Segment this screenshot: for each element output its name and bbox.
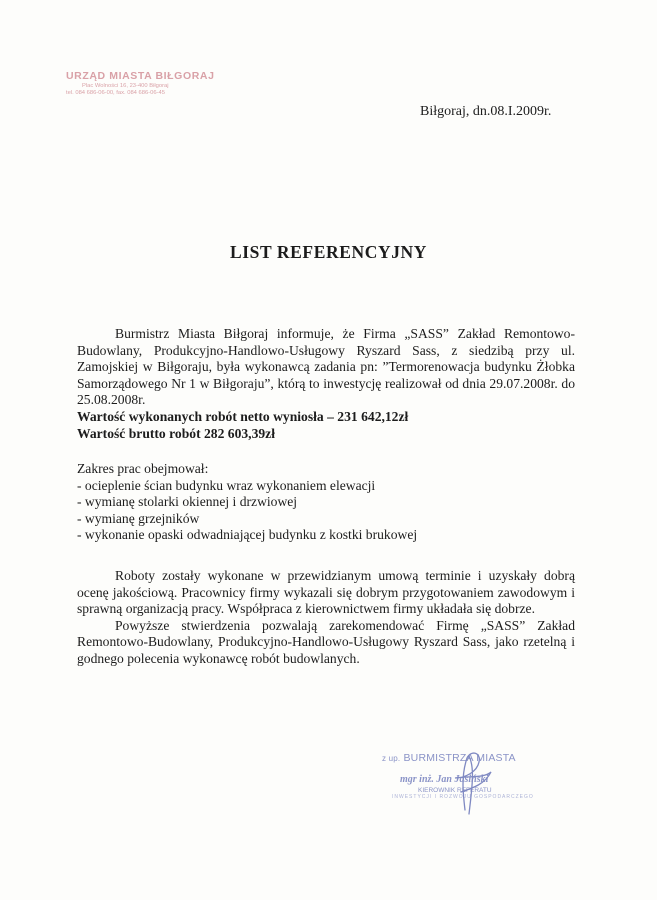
assessment-section (77, 568, 575, 668)
letterhead-name: URZĄD MIASTA BIŁGORAJ (66, 70, 215, 82)
letterhead-address: Plac Wolności 16, 23-400 Biłgoraj (82, 83, 169, 89)
assessment-paragraph: Roboty zostały wykonane w przewidzianym umową terminie i uzyskały dobrą ocenę jakościową. Pracownicy firmy wykazali się dobrym przygotowaniem zawodowym i sprawną organizacją pracy. Współpraca z kierownictwem firmy układała się dobrze. (77, 568, 575, 617)
value-gross: Wartość brutto robót 282 603,39zł (77, 425, 275, 441)
handwritten-signature-icon (425, 748, 505, 818)
letterhead-contact: tel. 084 686-06-00, fax. 084 686-06-45 (66, 90, 165, 96)
scope-section (77, 461, 575, 544)
intro-paragraph: Burmistrz Miasta Biłgoraj informuje, że Firma „SASS” Zakład Remontowo-Budowlany, Produkcyjno-Handlowo-Usługowy Ryszard Sass, z siedzibą przy ul. Zamojskiej w Biłgoraju, była wykonawcą zadania pn: ”Termorenowacja budynku Żłobka Samorządowego Nr 1 w Biłgoraju”, którą to inwestycję realizował od dnia 29.07.2008r. do 25.08.2008r. (77, 326, 575, 408)
intro-section (77, 326, 575, 442)
letter-title: LIST REFERENCYJNY (229, 242, 428, 262)
signature-dept: INWESTYCJI I ROZWOJU GOSPODARCZEGO (392, 794, 534, 800)
value-net: Wartość wykonanych robót netto wyniosła – 231 642,12zł (77, 408, 409, 424)
letterhead-stamp (66, 70, 236, 96)
recommendation-paragraph: Powyższe stwierdzenia pozwalają zarekomendować Firmę „SASS” Zakład Remontowo-Budowlany, Produkcyjno-Handlowo-Usługowy Ryszard Sass, jako rzetelną i godnego polecenia wykonawcę robót budowlanych. (77, 617, 575, 666)
signature-office: BURMISTRZA MIASTA (403, 752, 516, 764)
signature-prefix: z up. (382, 754, 401, 763)
scope-heading: Zakres prac obejmował: (77, 461, 209, 476)
signature-name: mgr inż. Jan Jaśiński (400, 774, 489, 785)
signature-role: KIEROWNIK REFERATU (418, 787, 492, 794)
scope-item: - ocieplenie ścian budynku wraz wykonaniem elewacji (77, 477, 376, 493)
letter-date: Biłgoraj, dn.08.I.2009r. (420, 104, 552, 119)
scope-item: - wymianę stolarki okiennej i drzwiowej (77, 494, 298, 510)
scope-item: - wymianę grzejników (77, 510, 200, 526)
scope-item: - wykonanie opaski odwadniającej budynku z kostki brukowej (77, 527, 418, 543)
